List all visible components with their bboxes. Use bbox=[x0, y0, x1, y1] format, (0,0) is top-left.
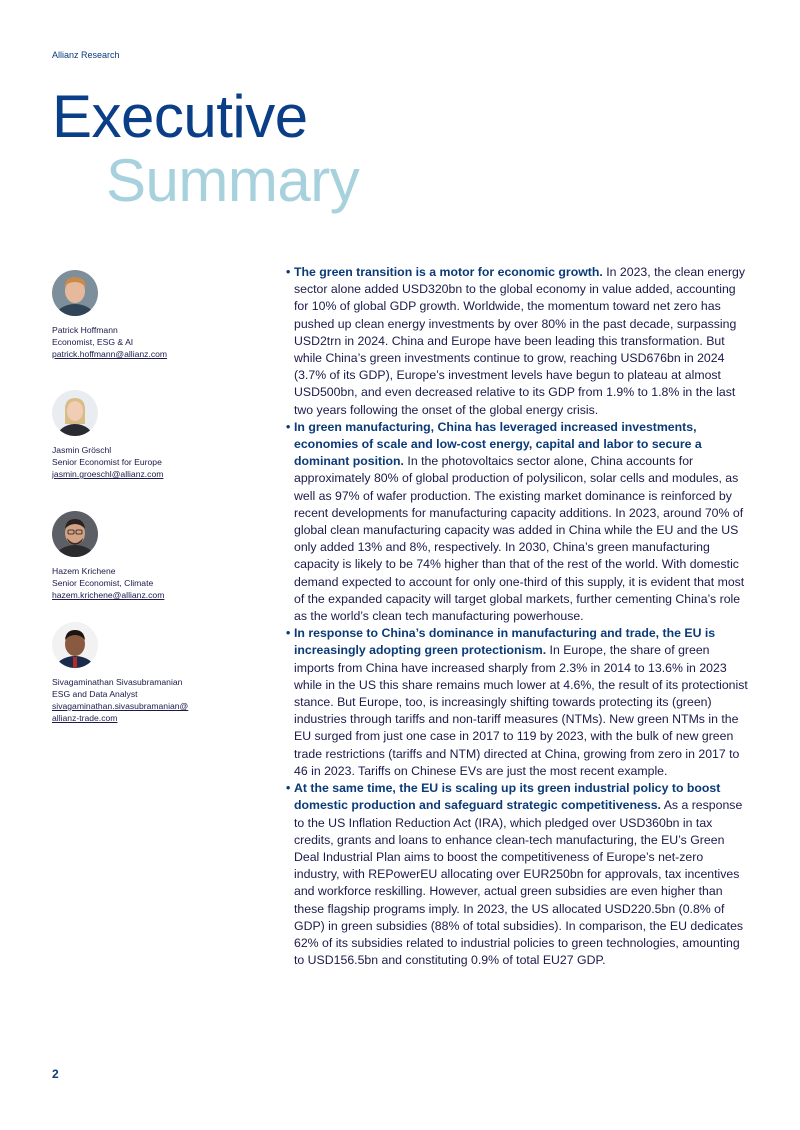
author-role: Senior Economist for Europe bbox=[52, 457, 162, 467]
avatar-sivagaminathan-sivasubramanian bbox=[52, 622, 98, 668]
author-name: Sivagaminathan Sivasubramanian bbox=[52, 677, 183, 687]
summary-content bbox=[286, 264, 752, 969]
bullet-text: As a response to the US Inflation Reduction Act (IRA), which pledged over USD360bn in tax credits, grants and loans to enhance clean-tech manufacturing, the EU’s Green Deal Industrial Plan aims to boost the competitiveness of Europe’s net-zero industry, with REPowerEU allocating over EUR250bn for approvals, tax incentives and workforce reskilling. However, actual green subsidies are even higher than these flagship programs imply. In 2023, the US allocated USD220.5bn (0.8% of GDP) in green subsidies (88% of total subsidies). In comparison, the EU dedicates 62% of its subsidies related to industrial policies to green technologies, amounting to USD156.5bn and constituting 0.9% of total EU27 GDP. bbox=[294, 798, 744, 968]
author-role: Senior Economist, Climate bbox=[52, 578, 154, 588]
bullet-headline: The green transition is a motor for economic growth. bbox=[294, 265, 603, 279]
bullet-text: In the photovoltaics sector alone, China accounts for approximately 80% of global production of polysilicon, solar cells and modules, as well as 97% of wafer production. The existing market dominance is reinforced by recent developments for manufacturing capacity additions. In 2023, around 70% of global clean manufacturing capacity was added in China while the EU and the US only added 13% and 8%, respectively. In 2030, China’s green manufacturing capacity is likely to be 74% higher than that of the rest of the world. With domestic demand expected to account for only one-third of this supply, it is evident that most of the expanded capacity will target global markets, further cementing China’s role as the world’s clean tech manufacturing powerhouse. bbox=[294, 454, 745, 624]
summary-bullet bbox=[286, 264, 752, 419]
header-label: Allianz Research bbox=[52, 50, 120, 60]
page-number: 2 bbox=[52, 1067, 59, 1081]
bullet-text: In 2023, the clean energy sector alone added USD320bn to the global economy in value added, accounting for 10% of global GDP growth. Worldwide, the momentum toward net zero has pushed up clean energy investments by over 80% in the past decade, surpassing USD2trn in 2024. China and Europe have been leading this transformation. But while China’s green investments continue to grow, reaching USD676bn in 2024 (3.7% of its GDP), Europe’s investment levels have begun to plateau at almost USD500bn, and even decreased relative to its GDP from 1.9% to 1.8% in the last two years following the onset of the global energy crisis. bbox=[294, 265, 746, 417]
author-name: Patrick Hoffmann bbox=[52, 325, 118, 335]
author-email-line1: sivagaminathan.sivasubramanian@ bbox=[52, 701, 189, 711]
author-role: ESG and Data Analyst bbox=[52, 689, 138, 699]
avatar-hazem-krichene bbox=[52, 511, 98, 557]
author-name: Jasmin Gröschl bbox=[52, 445, 112, 455]
author-email-link[interactable]: jasmin.groeschl@allianz.com bbox=[52, 469, 164, 479]
summary-bullet bbox=[286, 419, 752, 625]
bullet-headline: In response to China’s dominance in manufacturing and trade, the EU is increasingly adopting green protectionism. bbox=[294, 626, 716, 658]
author-role: Economist, ESG & AI bbox=[52, 337, 134, 347]
author-name: Hazem Krichene bbox=[52, 566, 116, 576]
bullet-headline: In green manufacturing, China has leveraged increased investments, economies of scale and low-cost energy, capital and labor to secure a dominant position. bbox=[294, 419, 702, 469]
author-email-link[interactable]: patrick.hoffmann@allianz.com bbox=[52, 349, 168, 359]
author-card-hazem-krichene bbox=[52, 511, 252, 601]
avatar-jasmin-groeschl bbox=[52, 390, 98, 436]
author-card-patrick-hoffmann bbox=[52, 270, 252, 360]
author-email-link[interactable]: hazem.krichene@allianz.com bbox=[52, 590, 165, 600]
author-card-jasmin-groeschl bbox=[52, 390, 252, 480]
bullet-text: In Europe, the share of green imports from China have increased sharply from 2.3% in 2014 to 13.6% in 2023 while in the US this share remains much lower at 4.6%, the result of its protectionist stance. But Europe, too, is increasingly shifting towards protecting its (green) industries through tariffs and non-tariff measures (NTMs). New green NTMs in the EU surged from just one case in 2017 to 119 by 2023, with the bulk of new green trade restrictions (tariffs and NTM) directed at China, growing from zero in 2017 to 46 in 2023. Tariffs on Chinese EVs are just the most recent example. bbox=[294, 643, 748, 778]
page-title-line1: Executive bbox=[52, 83, 308, 150]
page-title-line2: Summary bbox=[106, 147, 360, 214]
bullet-headline: At the same time, the EU is scaling up its green industrial policy to boost domestic production and safeguard strategic competitiveness. bbox=[294, 781, 721, 813]
summary-bullet bbox=[286, 625, 752, 780]
author-email-link[interactable] bbox=[52, 700, 252, 724]
avatar-patrick-hoffmann bbox=[52, 270, 98, 316]
author-email-line2: allianz-trade.com bbox=[52, 713, 118, 723]
author-card-sivagaminathan-sivasubramanian bbox=[52, 622, 252, 724]
summary-bullet bbox=[286, 780, 752, 969]
